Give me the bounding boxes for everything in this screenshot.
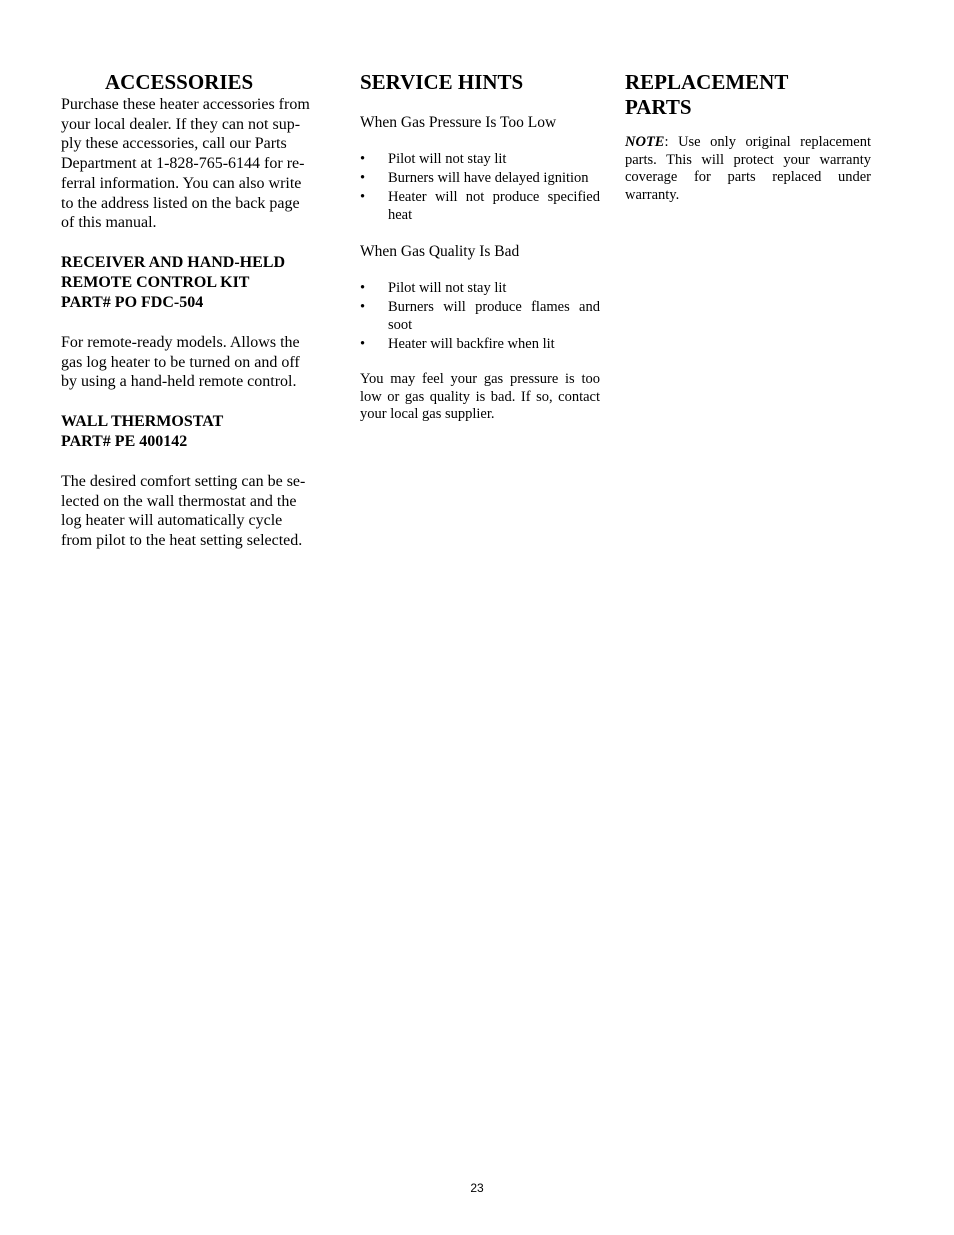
replacement-parts-column: [625, 70, 871, 204]
service-hints-closing: You may feel your gas pressure is too low or gas quality is bad. If so, contact your local gas supplier.: [360, 371, 600, 422]
note-label: NOTE: [625, 134, 665, 150]
thermostat-line: lected on the wall thermostat and the: [61, 492, 297, 510]
thermostat-heading: [61, 412, 329, 452]
remote-kit-line: by using a hand-held remote control.: [61, 373, 297, 391]
list-item: • Heater will not produce specified heat: [360, 189, 600, 223]
intro-line: your local dealer. If they can not sup-: [61, 115, 301, 133]
service-hints-title: SERVICE HINTS: [360, 70, 524, 94]
accessories-intro: [61, 95, 329, 233]
low-pressure-heading: When Gas Pressure Is Too Low: [360, 114, 557, 131]
remote-kit-description: [61, 333, 329, 392]
thermostat-line: The desired comfort setting can be se-: [61, 473, 306, 491]
intro-line: Purchase these heater accessories from: [61, 96, 310, 113]
thermostat-part-number: PART# PE 400142: [61, 433, 188, 451]
list-item: • Pilot will not stay lit: [360, 280, 507, 296]
thermostat-heading-line: WALL THERMOSTAT: [61, 413, 224, 431]
replacement-parts-title-line: REPLACEMENT: [625, 70, 789, 94]
thermostat-line: log heater will automatically cycle: [61, 512, 283, 530]
accessories-column: [61, 70, 329, 551]
low-pressure-list: [360, 150, 600, 224]
page-number: 23: [470, 1181, 484, 1195]
service-hints-column: [360, 70, 600, 424]
remote-kit-part-number: PART# PO FDC-504: [61, 293, 204, 311]
thermostat-description: [61, 472, 329, 551]
list-item: • Burners will have delayed ignition: [360, 170, 589, 186]
intro-line: ply these accessories, call our Parts: [61, 135, 287, 153]
list-item: • Burners will produce flames and soot: [360, 299, 600, 333]
bad-quality-heading: When Gas Quality Is Bad: [360, 243, 520, 260]
thermostat-line: from pilot to the heat setting selected.: [61, 532, 303, 550]
replacement-parts-title: [625, 70, 871, 120]
intro-line: Department at 1-828-765-6144 for re-: [61, 155, 305, 173]
bullet-icon: •: [360, 151, 366, 167]
remote-kit-heading-line: REMOTE CONTROL KIT: [61, 273, 250, 291]
note-text: : Use only original replacement parts. This will protect your warranty coverage for parts replaced under warranty.: [625, 134, 871, 203]
replacement-parts-note: [625, 134, 871, 204]
remote-kit-heading: [61, 253, 329, 313]
bullet-icon: •: [360, 299, 366, 315]
remote-kit-line: gas log heater to be turned on and off: [61, 353, 300, 371]
bullet-icon: •: [360, 170, 366, 186]
list-item: • Heater will backfire when lit: [360, 336, 555, 352]
accessories-title: ACCESSORIES: [105, 70, 254, 94]
list-item: • Pilot will not stay lit: [360, 151, 507, 167]
bullet-icon: •: [360, 189, 366, 205]
remote-kit-heading-line: RECEIVER AND HAND-HELD: [61, 253, 286, 271]
bullet-icon: •: [360, 336, 366, 352]
bullet-icon: •: [360, 280, 366, 296]
intro-line: to the address listed on the back page: [61, 194, 300, 212]
intro-line: ferral information. You can also write: [61, 174, 302, 192]
bad-quality-list: [360, 279, 600, 353]
intro-line: of this manual.: [61, 214, 157, 232]
remote-kit-line: For remote-ready models. Allows the: [61, 333, 300, 351]
replacement-parts-title-line: PARTS: [625, 95, 692, 119]
